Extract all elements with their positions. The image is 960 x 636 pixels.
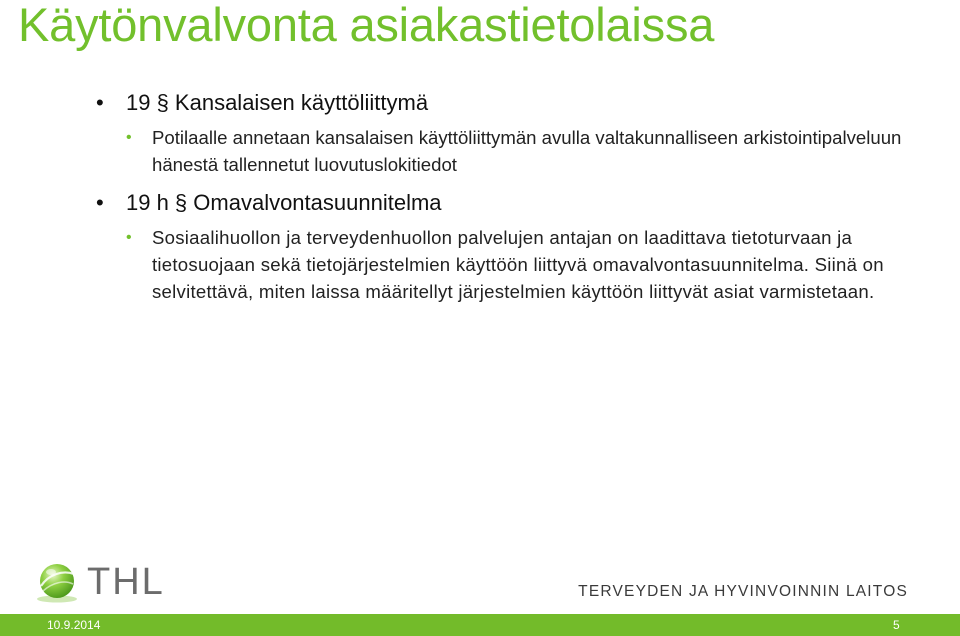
bullet-marker: • (96, 190, 104, 215)
bullet-text: 19 h § Omavalvontasuunnitelma (126, 190, 442, 215)
sub-bullet-item-sosiaalihuollon (96, 224, 902, 305)
logo-text: THL (87, 561, 165, 603)
sub-bullet-marker: • (126, 129, 132, 146)
bullet-text: 19 § Kansalaisen käyttöliittymä (126, 90, 429, 115)
slide-content (96, 84, 926, 305)
bullet-item-kansalaisen-kayttoliittyma (96, 88, 926, 118)
slide-title: Käytönvalvonta asiakastietolaissa (18, 0, 715, 51)
bullet-item-omavalvontasuunnitelma (96, 188, 926, 218)
footer-date: 10.9.2014 (47, 618, 101, 632)
bullet-marker: • (96, 90, 104, 115)
thl-logo (33, 560, 165, 604)
sub-bullet-marker: • (126, 229, 132, 246)
sub-bullet-item-potilaalle (96, 124, 902, 178)
footer-bar (0, 614, 960, 636)
sub-bullet-text: Potilaalle annetaan kansalaisen käyttöliittymän avulla valtakunnalliseen arkistointipalveluun hänestä tallennetut luovutuslokitiedot (152, 127, 902, 175)
organization-name: TERVEYDEN JA HYVINVOINNIN LAITOS (578, 583, 908, 600)
thl-globe-icon (33, 560, 81, 604)
sub-bullet-text: Sosiaalihuollon ja terveydenhuollon palvelujen antajan on laadittava tietoturvaan ja tietosuojaan sekä tietojärjestelmien käyttöön liittyvä omavalvontasuunnitelma. Siinä on selvitettävä, miten laissa määritellyt järjestelmien käyttöön liittyvät asiat varmistetaan. (152, 227, 884, 302)
page-number: 5 (893, 618, 900, 632)
